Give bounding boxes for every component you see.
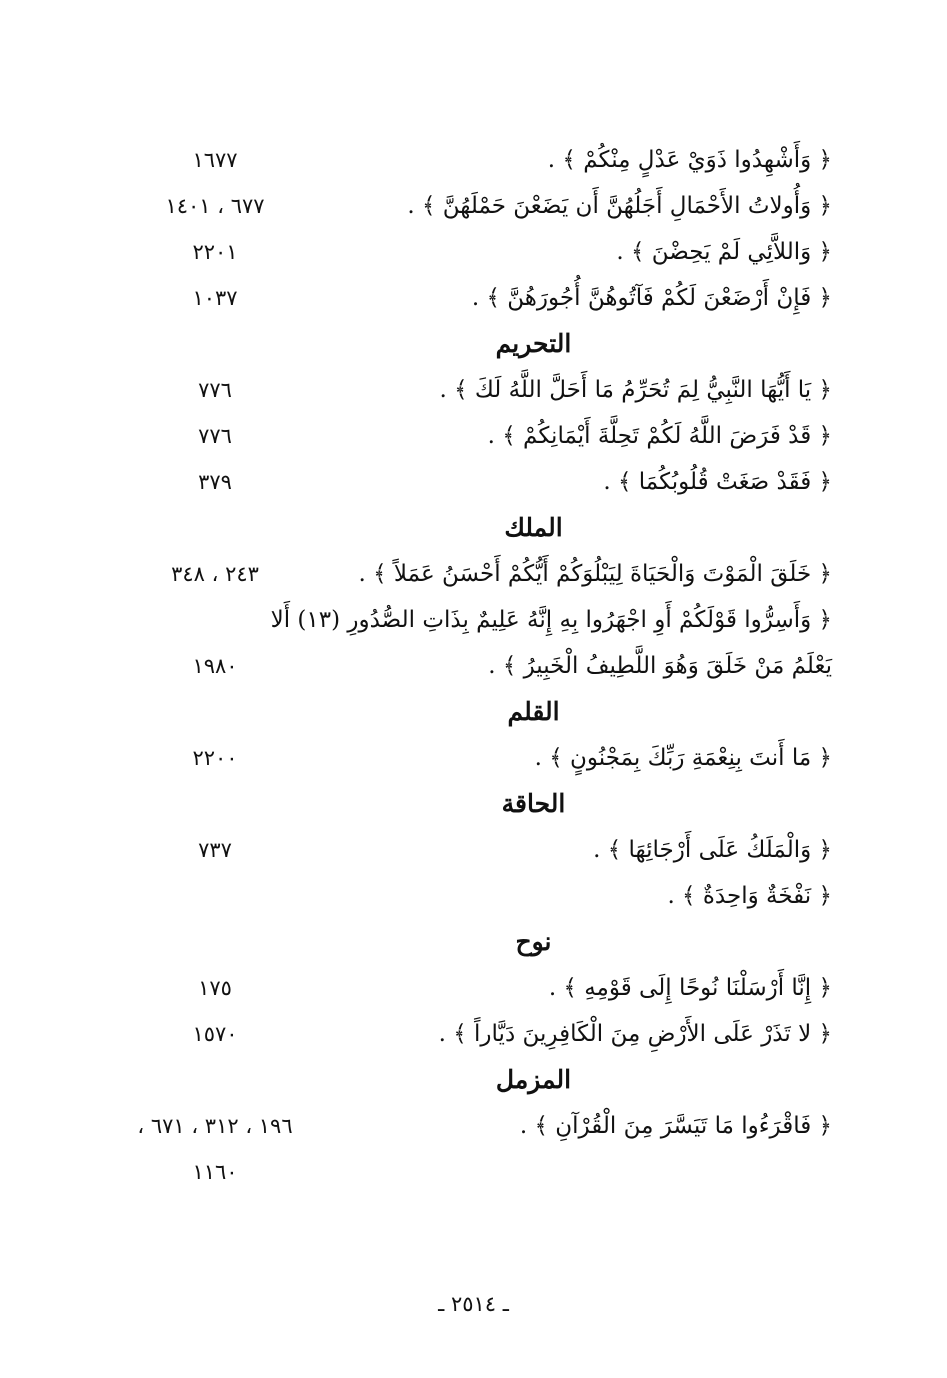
index-row bbox=[0, 275, 947, 321]
verse-text: ﴿ إِنَّا أَرْسَلْنَا نُوحًا إِلَى قَوْمِهِ ﴾ . bbox=[548, 975, 832, 1001]
verse-text: ﴿ فَاقْرَءُوا مَا تَيَسَّرَ مِنَ الْقُرْآنِ ﴾ . bbox=[519, 1113, 832, 1139]
page-references: ٢٤٣ ، ٣٤٨ bbox=[171, 562, 259, 586]
index-row bbox=[0, 873, 947, 919]
verse-text: يَعْلَمُ مَنْ خَلَقَ وَهُوَ اللَّطِيفُ الْخَبِيرُ ﴾ . bbox=[488, 653, 832, 679]
surah-heading bbox=[0, 321, 947, 367]
surah-heading bbox=[0, 505, 947, 551]
page-references: ٧٧٦ bbox=[198, 424, 232, 448]
page-references bbox=[100, 597, 330, 643]
verse-text: ﴿ فَقَدْ صَغَتْ قُلُوبُكُمَا ﴾ . bbox=[603, 469, 832, 495]
page-references: ١١٦٠ bbox=[192, 1160, 238, 1184]
surah-heading bbox=[0, 781, 947, 827]
index-row bbox=[0, 551, 947, 597]
index-row bbox=[0, 965, 947, 1011]
index-row bbox=[0, 1103, 947, 1149]
page-references: ٧٧٦ bbox=[198, 378, 232, 402]
surah-heading bbox=[0, 1057, 947, 1103]
verse-text: ﴿ وَأُولاتُ الأَحْمَالِ أَجَلُهُنَّ أَن يَضَعْنَ حَمْلَهُنَّ ﴾ . bbox=[407, 193, 832, 219]
page-references: ١٠٣٧ bbox=[192, 286, 238, 310]
surah-heading-label: التحريم bbox=[495, 329, 572, 358]
page-number: ـ ٢٥١٤ ـ bbox=[438, 1292, 509, 1316]
index-row bbox=[0, 183, 947, 229]
page-references: ١٦٧٧ bbox=[192, 148, 238, 172]
page-references: ١٩٨٠ bbox=[192, 654, 238, 678]
page-references: ١٧٥ bbox=[198, 976, 232, 1000]
verse-text: ﴿ وَالْمَلَكُ عَلَى أَرْجَائِهَا ﴾ . bbox=[593, 837, 832, 863]
page-references: ٦٧٧ ، ١٤٠١ bbox=[165, 194, 265, 218]
index-row bbox=[0, 229, 947, 275]
index-row bbox=[0, 367, 947, 413]
index-row bbox=[0, 413, 947, 459]
index-row bbox=[0, 137, 947, 183]
index-row bbox=[0, 1149, 947, 1195]
page-references bbox=[100, 873, 330, 919]
index-row bbox=[0, 1011, 947, 1057]
page-references: ٢٢٠٠ bbox=[192, 746, 238, 770]
page-references: ٣٧٩ bbox=[198, 470, 232, 494]
surah-heading-label: الحاقة bbox=[501, 789, 566, 818]
surah-heading bbox=[0, 689, 947, 735]
surah-heading bbox=[0, 919, 947, 965]
surah-heading-label: الملك bbox=[504, 513, 563, 542]
verse-text: ﴿ يَا أَيُّهَا النَّبِيُّ لِمَ تُحَرِّمُ مَا أَحَلَّ اللَّهُ لَكَ ﴾ . bbox=[439, 377, 832, 403]
index-row bbox=[0, 827, 947, 873]
page-references: ٢٢٠١ bbox=[192, 240, 238, 264]
verse-text: ﴿ نَفْخَةٌ وَاحِدَةٌ ﴾ . bbox=[667, 883, 832, 909]
index-row bbox=[0, 597, 947, 643]
verse-text: ﴿ مَا أَنتَ بِنِعْمَةِ رَبِّكَ بِمَجْنُونٍ ﴾ . bbox=[534, 745, 832, 771]
verse-text: ﴿ وَأَسِرُّوا قَوْلَكُمْ أَوِ اجْهَرُوا بِهِ إِنَّهُ عَلِيمٌ بِذَاتِ الصُّدُورِ (١٣) أَلا bbox=[270, 607, 832, 633]
verse-text: ﴿ لا تَذَرْ عَلَى الأَرْضِ مِنَ الْكَافِرِينَ دَيَّاراً ﴾ . bbox=[438, 1021, 832, 1047]
verse-text: ﴿ وَاللاَّئِي لَمْ يَحِضْنَ ﴾ . bbox=[616, 239, 832, 265]
verse-text: ﴿ وَأَشْهِدُوا ذَوَيْ عَدْلٍ مِنْكُمْ ﴾ . bbox=[547, 147, 832, 173]
page-references: ١٩٦ ، ٣١٢ ، ٦٧١ ، bbox=[137, 1114, 293, 1138]
page-references: ١٥٧٠ bbox=[192, 1022, 238, 1046]
verse-text: ﴿ خَلَقَ الْمَوْتَ وَالْحَيَاةَ لِيَبْلُوَكُمْ أَيُّكُمْ أَحْسَنُ عَمَلاً ﴾ . bbox=[358, 561, 832, 587]
surah-heading-label: القلم bbox=[507, 697, 560, 726]
page-references: ٧٣٧ bbox=[198, 838, 232, 862]
index-row bbox=[0, 643, 947, 689]
surah-heading-label: المزمل bbox=[495, 1065, 572, 1094]
verse-text: ﴿ قَدْ فَرَضَ اللَّهُ لَكُمْ تَحِلَّةَ أَيْمَانِكُمْ ﴾ . bbox=[487, 423, 832, 449]
verse-text: ﴿ فَإِنْ أَرْضَعْنَ لَكُمْ فَآتُوهُنَّ أُجُورَهُنَّ ﴾ . bbox=[471, 285, 832, 311]
index-row bbox=[0, 459, 947, 505]
index-row bbox=[0, 735, 947, 781]
surah-heading-label: نوح bbox=[515, 927, 552, 956]
